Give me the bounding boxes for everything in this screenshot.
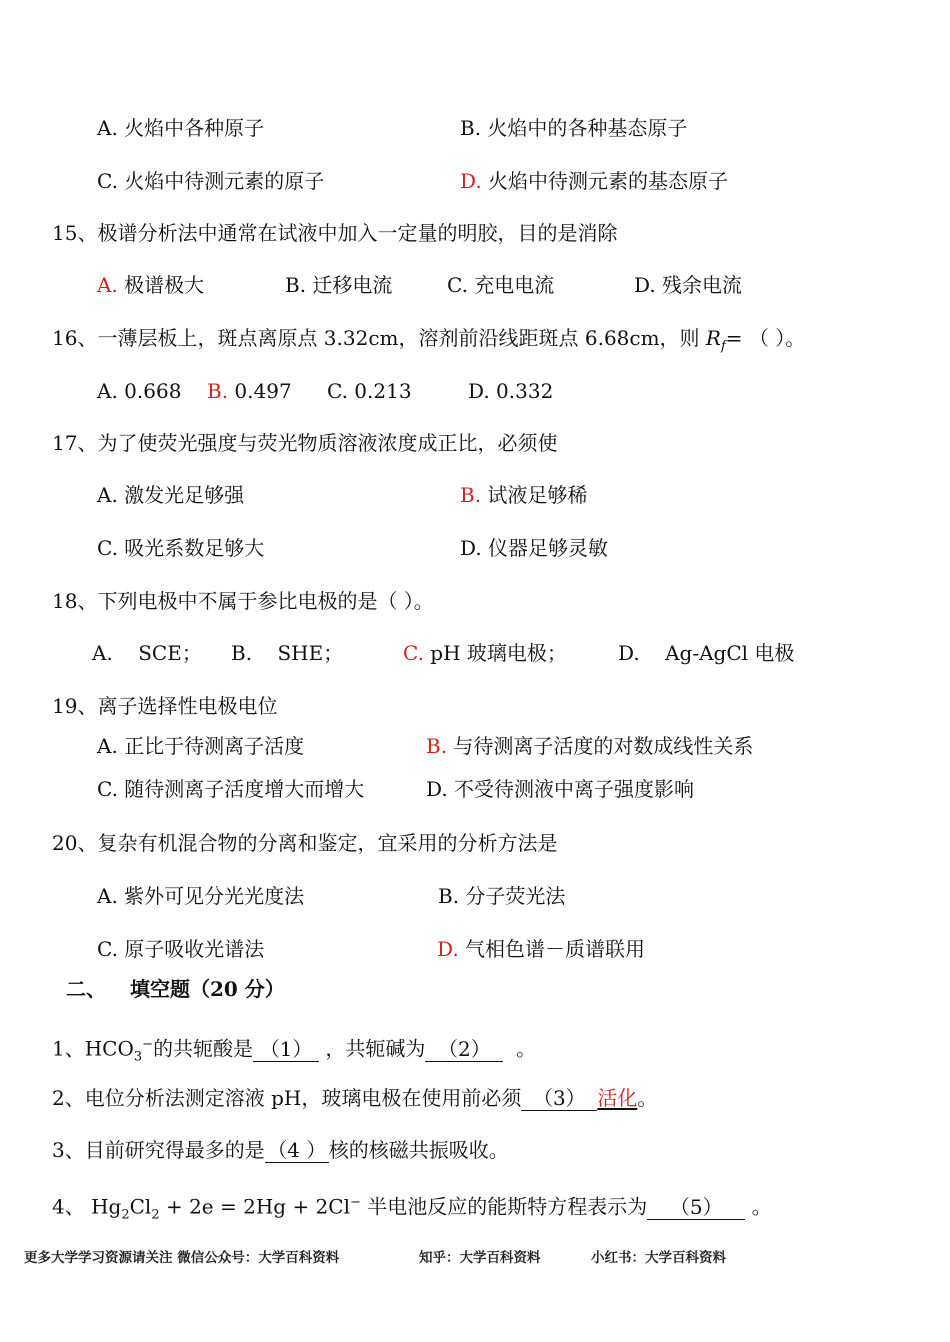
fill-blank-5[interactable]: （5） (647, 1195, 745, 1220)
q20-option-a: A. 紫外可见分光光度法 (97, 884, 305, 908)
q17-option-b-letter: B. (460, 483, 482, 507)
q17-option-d: D. 仪器足够灵敏 (460, 536, 609, 560)
q15-stem: 15、极谱分析法中通常在试液中加入一定量的明胶，目的是消除 (52, 221, 618, 245)
q18-option-c-text: pH 玻璃电极； (423, 641, 567, 665)
q14-option-d-letter: D. (460, 169, 482, 193)
q18-option-c-letter: C. (403, 641, 424, 665)
q20-option-d (437, 936, 645, 962)
equation-cl-subscript: 2 (151, 1207, 160, 1223)
q15-option-a-letter: A. (97, 273, 118, 297)
fill-1-subscript: 3 (133, 1049, 143, 1065)
q20-option-b: B. 分子荧光法 (438, 884, 566, 908)
q15-option-b: B. 迁移电流 (285, 273, 393, 297)
q16-option-c: C. 0.213 (327, 379, 412, 403)
q16-rf-subscript: f (720, 339, 726, 354)
q15-option-d: D. 残余电流 (634, 273, 743, 297)
fill-1-pre: 1、HCO (52, 1036, 134, 1061)
q19-option-b-letter: B. (426, 734, 448, 758)
fill-blank-1[interactable]: （1） (253, 1037, 319, 1062)
fill-blank-2[interactable]: （2） (425, 1037, 503, 1062)
fill-2-end: 。 (637, 1086, 658, 1110)
footer-wechat: 更多大学学习资源请关注 微信公众号：大学百科资料 (24, 1250, 340, 1266)
footer-xiaohongshu: 小红书：大学百科资料 (591, 1250, 726, 1266)
q19-option-d: D. 不受待测液中离子强度影响 (426, 777, 695, 801)
fill-4-end: 。 (745, 1194, 772, 1219)
equation-rest: + 2e = 2Hg + 2Cl (159, 1194, 350, 1219)
fill-4-text: 半电池反应的能斯特方程表示为 (360, 1194, 648, 1219)
q17-stem: 17、为了使荧光强度与荧光物质溶液浓度成正比，必须使 (52, 431, 558, 455)
fill-3-end: 核的核磁共振吸收。 (328, 1138, 509, 1162)
q16-option-b (207, 378, 292, 404)
q16-option-b-letter: B. (207, 379, 229, 403)
fill-3-pre: 3、目前研究得最多的是 (52, 1138, 265, 1162)
q18-option-d: D. Ag-AgCl 电极 (618, 641, 795, 665)
q20-option-d-text: 气相色谱－质谱联用 (458, 937, 646, 961)
fill-4 (52, 1190, 772, 1229)
q20-stem: 20、复杂有机混合物的分离和鉴定，宜采用的分析方法是 (52, 831, 558, 855)
fill-blank-3[interactable]: （3） (521, 1086, 597, 1111)
q14-option-d (460, 168, 728, 194)
q14-option-c: C. 火焰中待测元素的原子 (97, 169, 325, 193)
section-number: 二、 (66, 977, 106, 1001)
q16-stem-post: = （ ）。 (725, 326, 806, 350)
fill-4-pre: 4、 (52, 1194, 92, 1219)
q17-option-a: A. 激发光足够强 (97, 483, 245, 507)
equation-superscript: − (349, 1195, 361, 1210)
q17-option-c: C. 吸光系数足够大 (97, 536, 265, 560)
q15-option-c: C. 充电电流 (447, 273, 555, 297)
fill-3 (52, 1137, 509, 1163)
q19-option-b-text: 与待测离子活度的对数成线性关系 (447, 734, 754, 758)
q17-option-b (460, 482, 587, 508)
equation-cl: Cl (129, 1194, 152, 1219)
q14-option-b: B. 火焰中的各种基态原子 (460, 116, 688, 140)
q15-option-a-text: 极谱极大 (117, 273, 205, 297)
section-title: 填空题（20 分） (130, 977, 285, 1001)
q20-option-d-letter: D. (437, 937, 459, 961)
q19-option-a: A. 正比于待测离子活度 (97, 734, 305, 758)
fill-1-superscript: − (142, 1037, 154, 1052)
equation-hg-subscript: 2 (121, 1207, 130, 1223)
fill-blank-4[interactable]: （4 ） (265, 1138, 329, 1163)
q16-rf-symbol: R (705, 326, 721, 350)
q17-option-b-text: 试液足够稀 (481, 483, 588, 507)
footer-zhihu: 知乎：大学百科资料 (419, 1250, 541, 1266)
q14-option-a: A. 火焰中各种原子 (97, 116, 265, 140)
fill-2 (52, 1085, 657, 1111)
fill-2-answer: 活化 (597, 1086, 638, 1110)
q16-option-d: D. 0.332 (468, 379, 554, 403)
equation-hg: Hg (91, 1194, 122, 1219)
q19-stem: 19、离子选择性电极电位 (52, 694, 278, 718)
q16-option-a: A. 0.668 (97, 379, 182, 403)
q18-stem: 18、下列电极中不属于参比电极的是（ ）。 (52, 589, 434, 613)
q14-option-d-text: 火焰中待测元素的基态原子 (481, 169, 729, 193)
q16-stem (52, 325, 805, 360)
q16-stem-pre: 16、一薄层板上，斑点离原点 3.32cm，溶剂前沿线距斑点 6.68cm，则 (52, 326, 706, 350)
q20-option-c: C. 原子吸收光谱法 (97, 937, 265, 961)
q15-option-a (97, 272, 204, 298)
q18-option-c (403, 640, 567, 666)
q19-option-c: C. 随待测离子活度增大而增大 (97, 777, 365, 801)
fill-1-mid1: 的共轭酸是 (153, 1036, 254, 1061)
fill-1-end: 。 (503, 1036, 537, 1061)
fill-1-mid2: ，共轭碱为 (319, 1036, 426, 1061)
q16-option-b-text: 0.497 (228, 379, 292, 403)
fill-2-pre: 2、电位分析法测定溶液 pH，玻璃电极在使用前必须 (52, 1086, 522, 1110)
q18-option-a: A. SCE； (92, 641, 202, 665)
q19-option-b (426, 733, 753, 759)
fill-1 (52, 1032, 536, 1071)
q18-option-b: B. SHE； (231, 641, 344, 665)
